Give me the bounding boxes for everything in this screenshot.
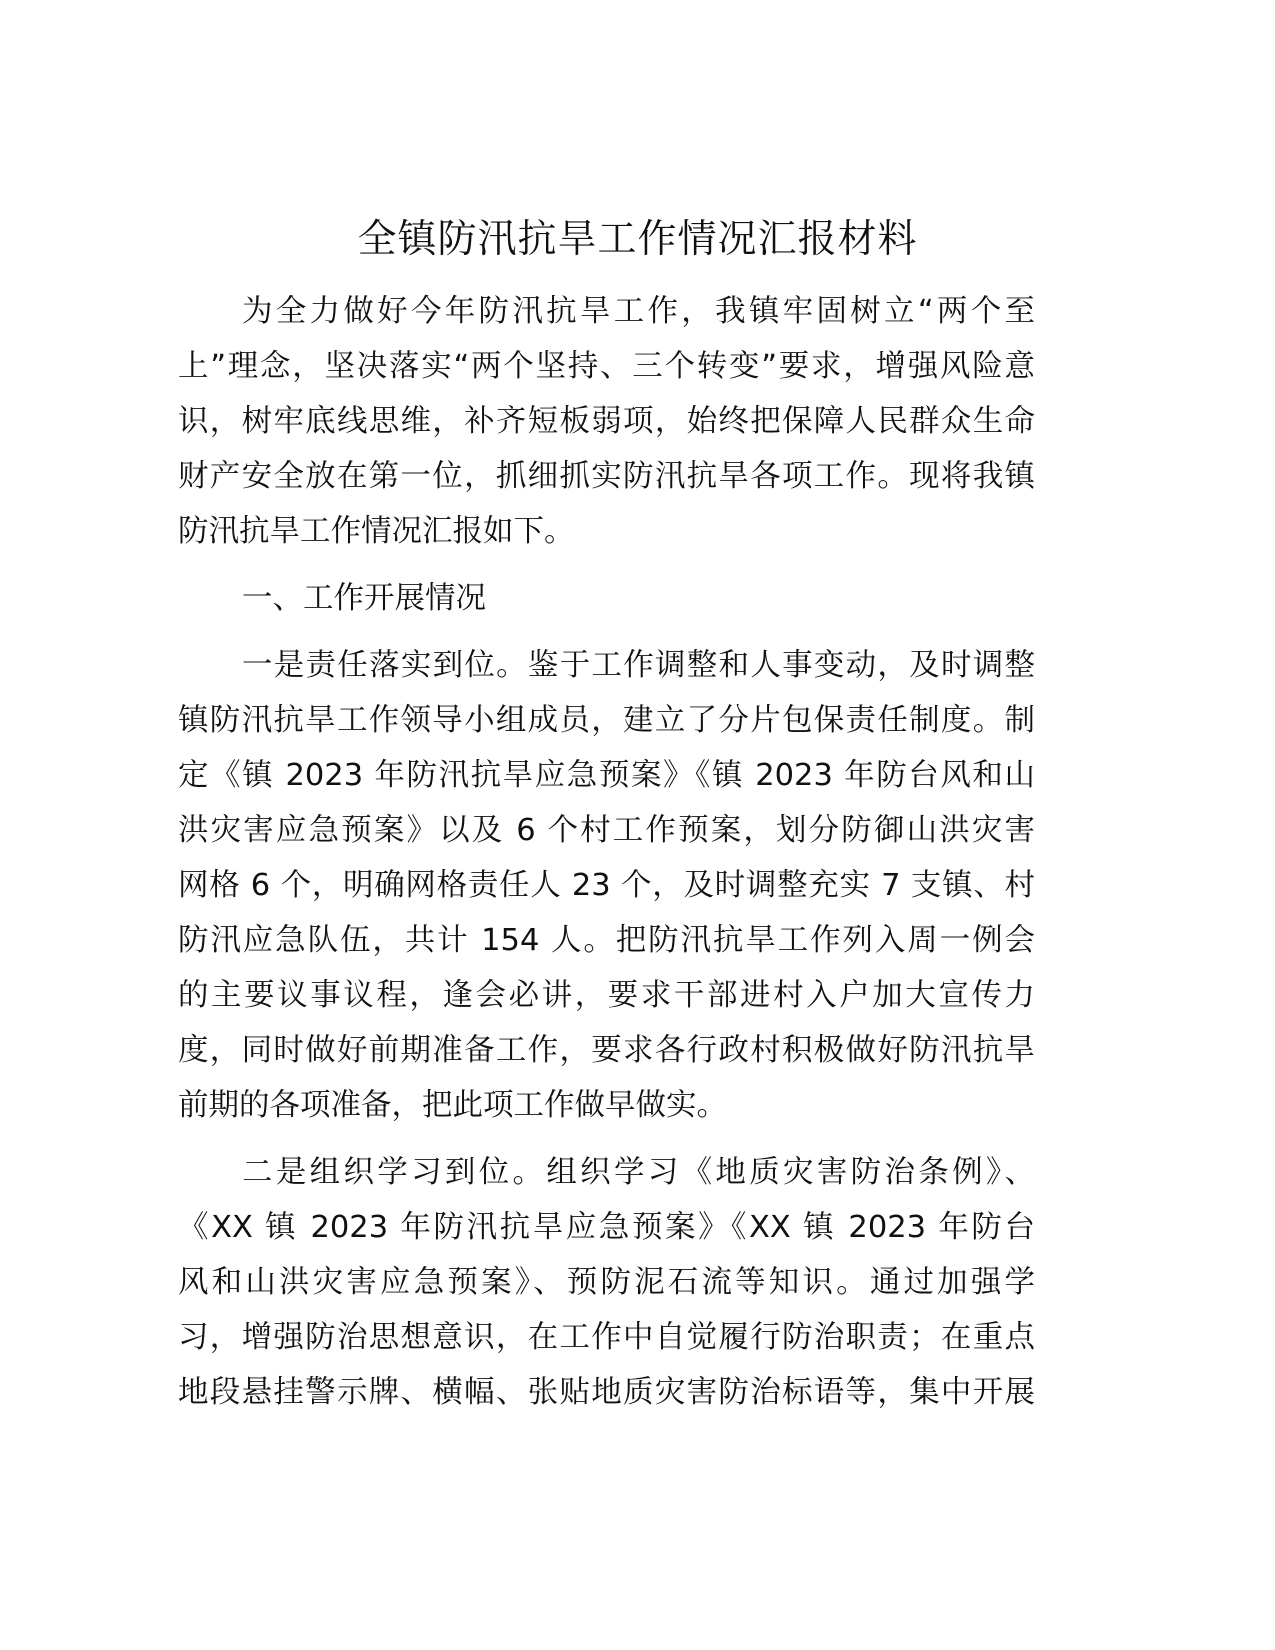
text-line: 镇防汛抗旱工作领导小组成员，建立了分片包保责任制度。制 [178, 703, 1035, 738]
paragraph [178, 638, 1035, 1133]
text-line: 一、工作开展情况 [242, 581, 486, 616]
text-line: 度，同时做好前期准备工作，要求各行政村积极做好防汛抗旱 [178, 1033, 1035, 1068]
text-line: 为全力做好今年防汛抗旱工作，我镇牢固树立“两个至 [242, 294, 1035, 329]
paragraph [178, 1145, 1035, 1420]
text-line: 财产安全放在第一位，抓细抓实防汛抗旱各项工作。现将我镇 [178, 459, 1035, 494]
text-line: 防汛抗旱工作情况汇报如下。 [178, 514, 575, 549]
text-line: 网格 6 个，明确网格责任人 23 个，及时调整充实 7 支镇、村 [178, 868, 1035, 903]
document-title: 全镇防汛抗旱工作情况汇报材料 [357, 217, 918, 262]
section-heading [178, 571, 1035, 626]
text-line: 的主要议事议程，逢会必讲，要求干部进村入户加大宣传力 [178, 978, 1035, 1013]
text-line: 地段悬挂警示牌、横幅、张贴地质灾害防治标语等，集中开展 [178, 1375, 1035, 1410]
text-line: 识，树牢底线思维，补齐短板弱项，始终把保障人民群众生命 [178, 404, 1035, 439]
text-line: 前期的各项准备，把此项工作做早做实。 [178, 1088, 727, 1123]
text-line: 上”理念，坚决落实“两个坚持、三个转变”要求，增强风险意 [178, 349, 1035, 384]
text-line: 防汛应急队伍，共计 154 人。把防汛抗旱工作列入周一例会 [178, 923, 1035, 958]
text-line: 《XX 镇 2023 年防汛抗旱应急预案》《XX 镇 2023 年防台 [178, 1210, 1035, 1245]
document-body [178, 284, 1035, 1432]
text-line: 一是责任落实到位。鉴于工作调整和人事变动，及时调整 [242, 648, 1035, 683]
text-line: 定《镇 2023 年防汛抗旱应急预案》《镇 2023 年防台风和山 [178, 758, 1035, 793]
text-line: 洪灾害应急预案》以及 6 个村工作预案，划分防御山洪灾害 [178, 813, 1035, 848]
text-line: 二是组织学习到位。组织学习《地质灾害防治条例》、 [242, 1155, 1035, 1190]
text-line: 风和山洪灾害应急预案》、预防泥石流等知识。通过加强学 [178, 1265, 1035, 1300]
text-line: 习，增强防治思想意识，在工作中自觉履行防治职责；在重点 [178, 1320, 1035, 1355]
paragraph [178, 284, 1035, 559]
